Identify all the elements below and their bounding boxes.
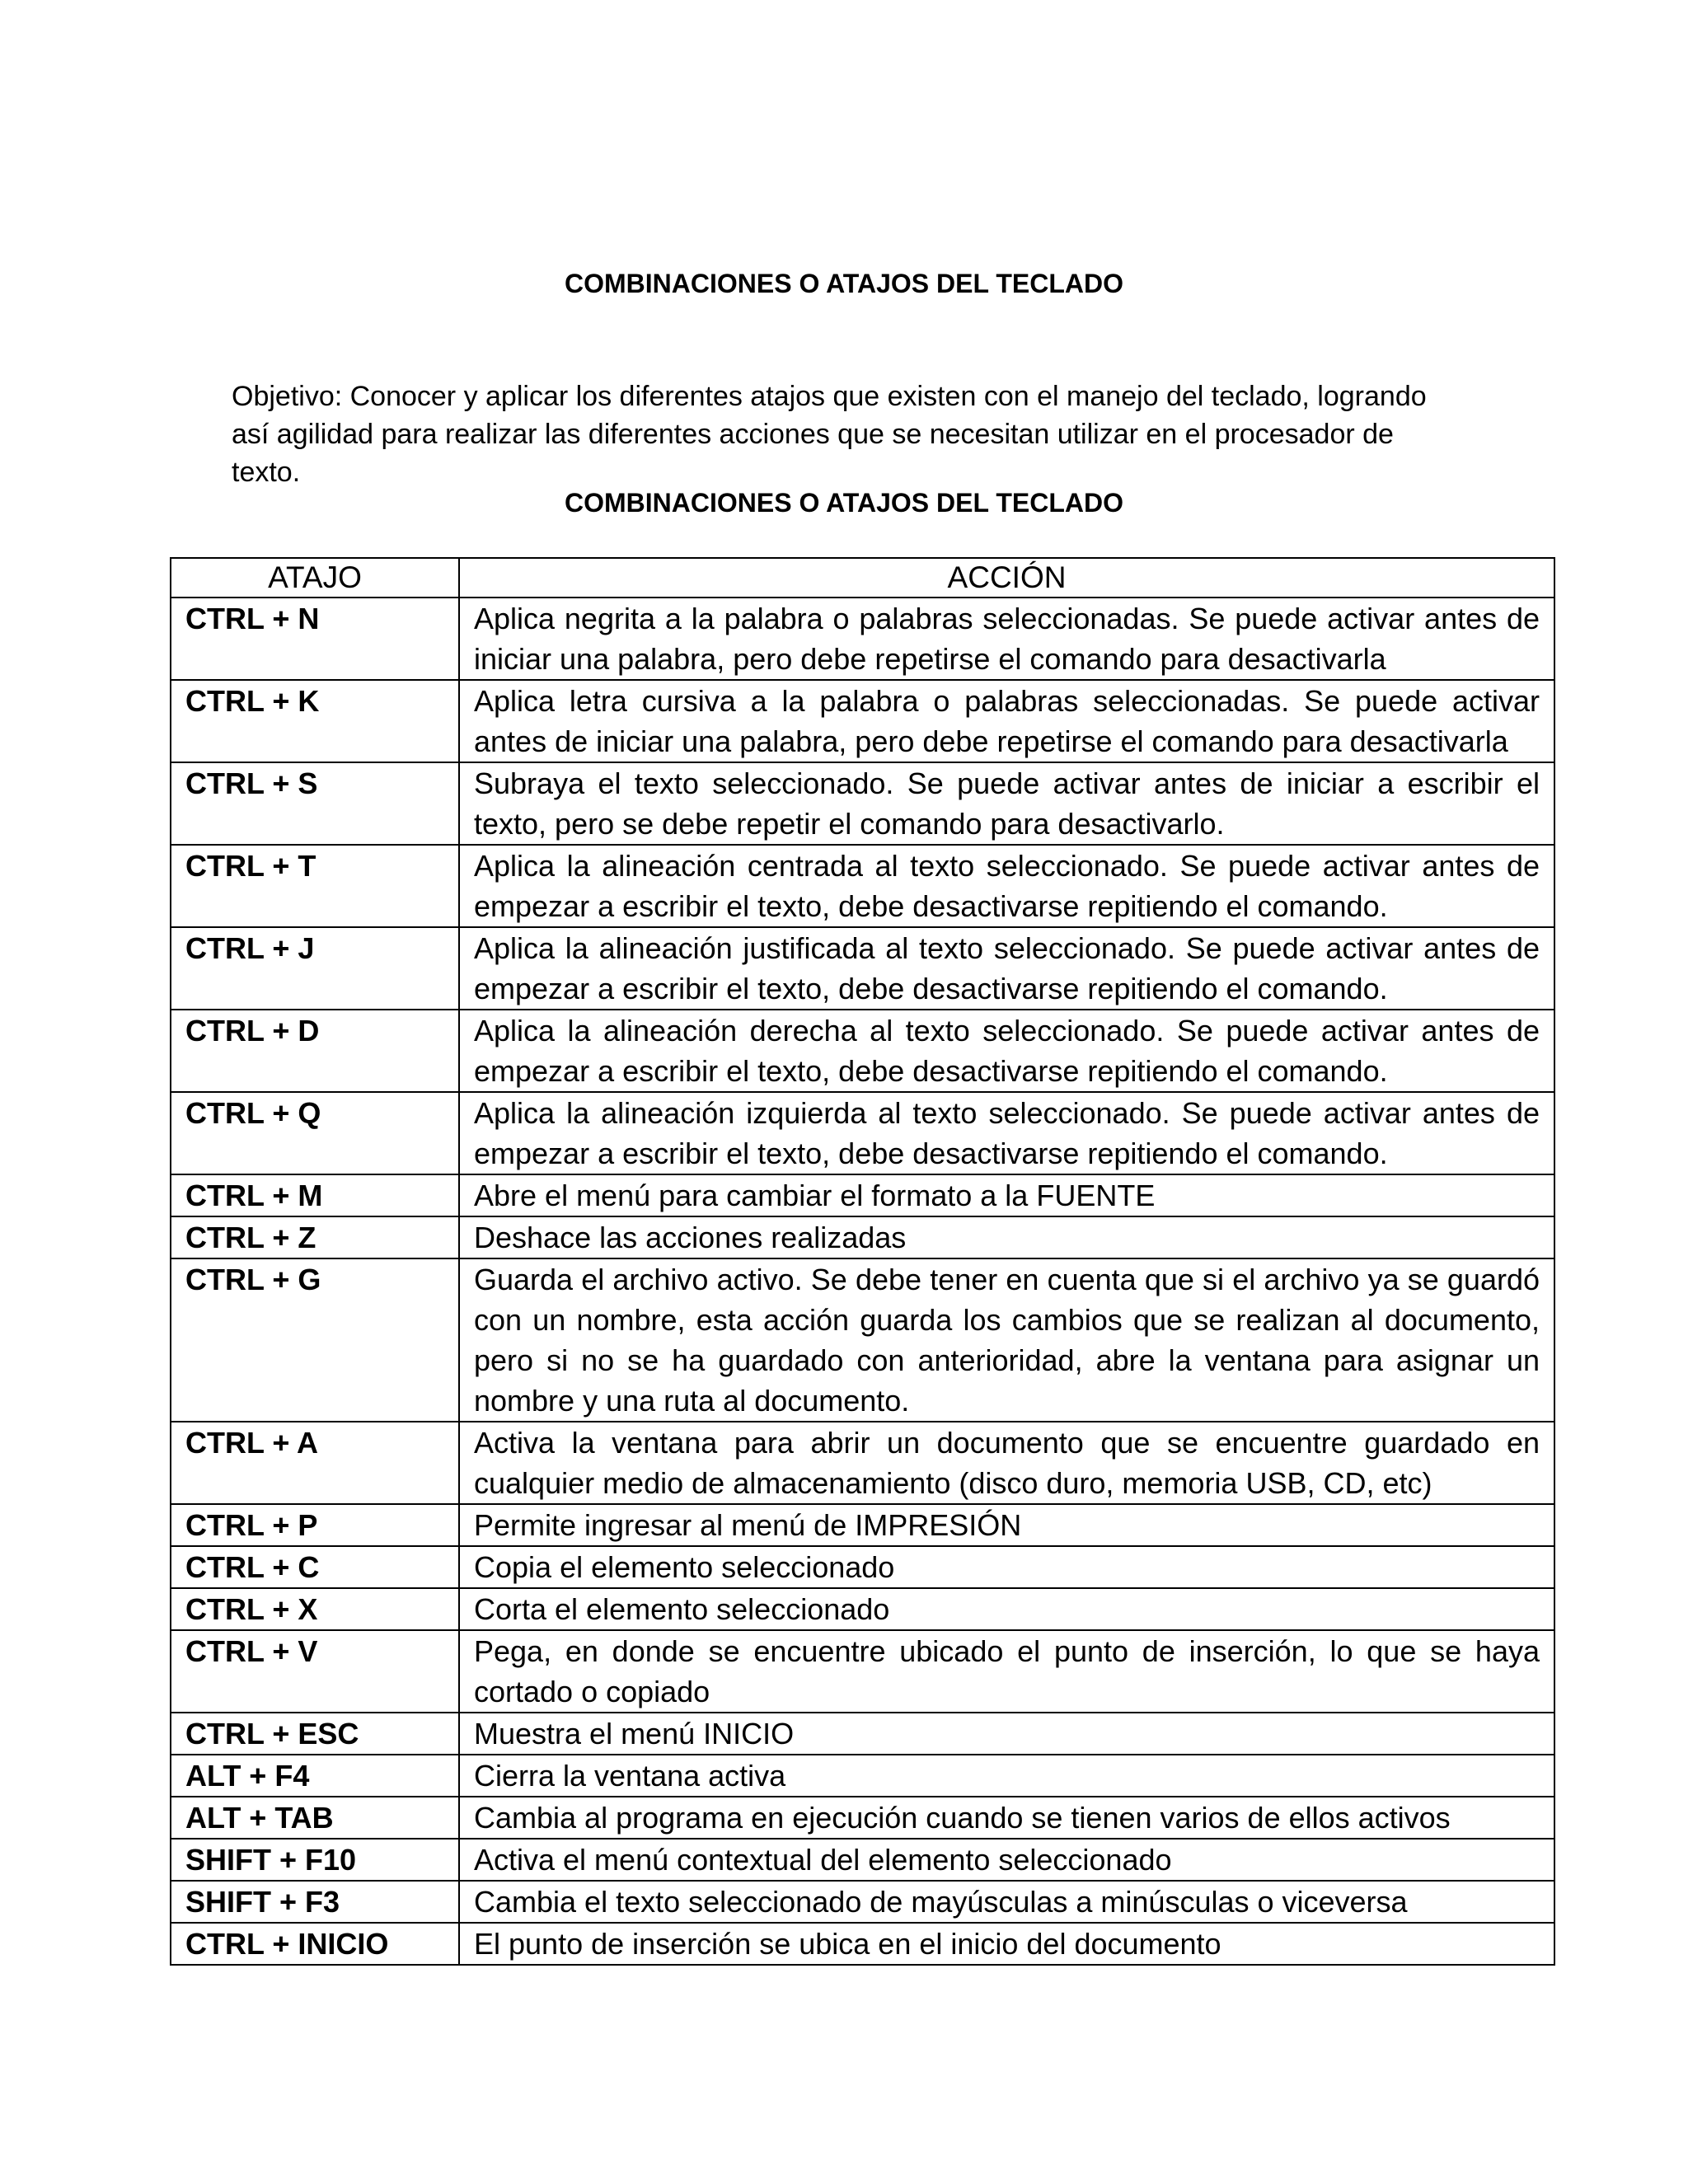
table-row xyxy=(171,1174,1554,1216)
shortcut-key-cell: CTRL + ESC xyxy=(171,1713,459,1755)
table-row xyxy=(171,1092,1554,1174)
table-body xyxy=(171,598,1554,1965)
table-row xyxy=(171,845,1554,927)
shortcut-action-cell: Copia el elemento seleccionado xyxy=(459,1546,1554,1588)
shortcut-action-cell: Activa el menú contextual del elemento seleccionado xyxy=(459,1839,1554,1881)
shortcut-key-cell: CTRL + S xyxy=(171,762,459,845)
shortcut-action-cell: Cambia el texto seleccionado de mayúsculas a minúsculas o viceversa xyxy=(459,1881,1554,1923)
shortcut-action-cell: Subraya el texto seleccionado. Se puede activar antes de iniciar a escribir el texto, pero se debe repetir el comando para desactivarlo. xyxy=(459,762,1554,845)
table-row xyxy=(171,1881,1554,1923)
shortcut-action-cell: Aplica la alineación centrada al texto seleccionado. Se puede activar antes de empezar a escribir el texto, debe desactivarse repitiendo el comando. xyxy=(459,845,1554,927)
header-action: ACCIÓN xyxy=(459,558,1554,598)
shortcut-key-cell: CTRL + T xyxy=(171,845,459,927)
table-row xyxy=(171,1010,1554,1092)
shortcut-action-cell: Aplica la alineación izquierda al texto seleccionado. Se puede activar antes de empezar a escribir el texto, debe desactivarse repitiendo el comando. xyxy=(459,1092,1554,1174)
shortcut-action-cell: El punto de inserción se ubica en el inicio del documento xyxy=(459,1923,1554,1965)
table-row xyxy=(171,1630,1554,1713)
shortcut-key-cell: SHIFT + F3 xyxy=(171,1881,459,1923)
shortcut-key-cell: CTRL + V xyxy=(171,1630,459,1713)
table-row xyxy=(171,762,1554,845)
shortcut-key-cell: CTRL + K xyxy=(171,680,459,762)
shortcut-action-cell: Deshace las acciones realizadas xyxy=(459,1216,1554,1258)
shortcut-action-cell: Cambia al programa en ejecución cuando se tienen varios de ellos activos xyxy=(459,1797,1554,1839)
shortcut-key-cell: CTRL + D xyxy=(171,1010,459,1092)
shortcut-key-cell: CTRL + INICIO xyxy=(171,1923,459,1965)
shortcut-key-cell: ALT + TAB xyxy=(171,1797,459,1839)
table-row xyxy=(171,1755,1554,1797)
table-row xyxy=(171,598,1554,680)
shortcut-key-cell: CTRL + N xyxy=(171,598,459,680)
shortcut-action-cell: Aplica la alineación derecha al texto seleccionado. Se puede activar antes de empezar a escribir el texto, debe desactivarse repitiendo el comando. xyxy=(459,1010,1554,1092)
shortcut-key-cell: CTRL + Z xyxy=(171,1216,459,1258)
shortcut-action-cell: Aplica la alineación justificada al texto seleccionado. Se puede activar antes de empezar a escribir el texto, debe desactivarse repitiendo el comando. xyxy=(459,927,1554,1010)
table-row xyxy=(171,1839,1554,1881)
shortcut-action-cell: Permite ingresar al menú de IMPRESIÓN xyxy=(459,1504,1554,1546)
table-row xyxy=(171,1797,1554,1839)
shortcut-action-cell: Corta el elemento seleccionado xyxy=(459,1588,1554,1630)
table-row xyxy=(171,927,1554,1010)
table-row xyxy=(171,1713,1554,1755)
table-row xyxy=(171,1504,1554,1546)
shortcut-action-cell: Cierra la ventana activa xyxy=(459,1755,1554,1797)
shortcut-key-cell: CTRL + G xyxy=(171,1258,459,1422)
header-shortcut: ATAJO xyxy=(171,558,459,598)
shortcut-action-cell: Pega, en donde se encuentre ubicado el punto de inserción, lo que se haya cortado o copiado xyxy=(459,1630,1554,1713)
shortcut-key-cell: CTRL + J xyxy=(171,927,459,1010)
shortcut-key-cell: SHIFT + F10 xyxy=(171,1839,459,1881)
shortcut-action-cell: Activa la ventana para abrir un documento que se encuentre guardado en cualquier medio de almacenamiento (disco duro, memoria USB, CD, etc) xyxy=(459,1422,1554,1504)
table-row xyxy=(171,680,1554,762)
shortcut-action-cell: Aplica negrita a la palabra o palabras seleccionadas. Se puede activar antes de iniciar una palabra, pero debe repetirse el comando para desactivarla xyxy=(459,598,1554,680)
table-header-row xyxy=(171,558,1554,598)
shortcut-key-cell: CTRL + Q xyxy=(171,1092,459,1174)
shortcut-action-cell: Guarda el archivo activo. Se debe tener en cuenta que si el archivo ya se guardó con un nombre, esta acción guarda los cambios que se realizan al documento, pero si no se ha guardado con anterioridad, abre la ventana para asignar un nombre y una ruta al documento. xyxy=(459,1258,1554,1422)
shortcut-key-cell: CTRL + M xyxy=(171,1174,459,1216)
table-row xyxy=(171,1923,1554,1965)
table-row xyxy=(171,1258,1554,1422)
objective-paragraph: Objetivo: Conocer y aplicar los diferentes atajos que existen con el manejo del teclado, logrando así agilidad para realizar las diferentes acciones que se necesitan utilizar en el procesador de texto. xyxy=(232,381,1427,488)
shortcut-key-cell: CTRL + A xyxy=(171,1422,459,1504)
page-title: COMBINACIONES O ATAJOS DEL TECLADO xyxy=(565,269,1123,298)
table-title: COMBINACIONES O ATAJOS DEL TECLADO xyxy=(565,488,1123,518)
shortcut-action-cell: Aplica letra cursiva a la palabra o palabras seleccionadas. Se puede activar antes de iniciar una palabra, pero debe repetirse el comando para desactivarla xyxy=(459,680,1554,762)
table-row xyxy=(171,1422,1554,1504)
table-row xyxy=(171,1588,1554,1630)
shortcut-action-cell: Muestra el menú INICIO xyxy=(459,1713,1554,1755)
shortcut-key-cell: ALT + F4 xyxy=(171,1755,459,1797)
table-row xyxy=(171,1216,1554,1258)
shortcut-key-cell: CTRL + P xyxy=(171,1504,459,1546)
shortcut-key-cell: CTRL + C xyxy=(171,1546,459,1588)
shortcut-action-cell: Abre el menú para cambiar el formato a la FUENTE xyxy=(459,1174,1554,1216)
table-row xyxy=(171,1546,1554,1588)
shortcut-key-cell: CTRL + X xyxy=(171,1588,459,1630)
shortcuts-table xyxy=(170,557,1555,1966)
